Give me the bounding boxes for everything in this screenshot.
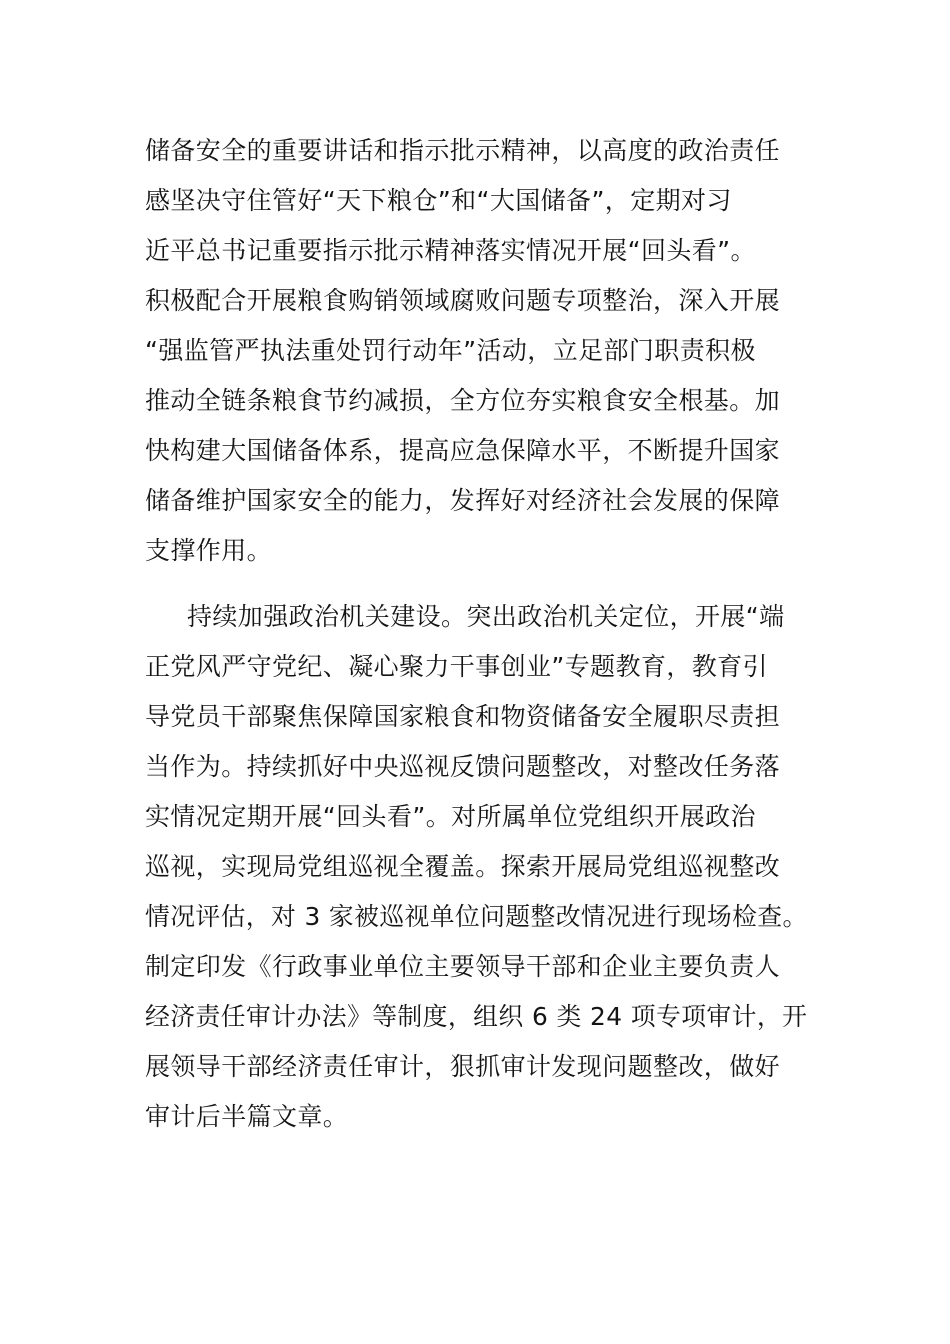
text-line: 正党风严守党纪、凝心聚力干事创业”专题教育，教育引 — [145, 652, 768, 681]
text-line: 导党员干部聚焦保障国家粮食和物资储备安全履职尽责担 — [145, 702, 781, 731]
text-line: 当作为。持续抓好中央巡视反馈问题整改，对整改任务落 — [145, 752, 781, 781]
text-line: 实情况定期开展“回头看”。对所属单位党组织开展政治 — [145, 802, 756, 831]
text-line: 情况评估，对 3 家被巡视单位问题整改情况进行现场检查。 — [145, 902, 808, 931]
text-line: 储备安全的重要讲话和指示批示精神，以高度的政治责任 — [145, 136, 781, 165]
text-line: 储备维护国家安全的能力，发挥好对经济社会发展的保障 — [145, 486, 781, 515]
text-line: 制定印发《行政事业单位主要领导干部和企业主要负责人 — [145, 952, 781, 981]
text-line: 积极配合开展粮食购销领域腐败问题专项整治，深入开展 — [145, 286, 781, 315]
text-line: 快构建大国储备体系，提高应急保障水平，不断提升国家 — [145, 436, 781, 465]
text-line: 持续加强政治机关建设。突出政治机关定位，开展“端 — [187, 602, 785, 631]
text-line: 审计后半篇文章。 — [145, 1102, 349, 1131]
text-line: 巡视，实现局党组巡视全覆盖。探索开展局党组巡视整改 — [145, 852, 781, 881]
text-line: 展领导干部经济责任审计，狠抓审计发现问题整改，做好 — [145, 1052, 781, 1081]
text-line: 近平总书记重要指示批示精神落实情况开展“回头看”。 — [145, 236, 756, 265]
text-line: 经济责任审计办法》等制度，组织 6 类 24 项专项审计，开 — [145, 1002, 808, 1031]
text-line: “强监管严执法重处罚行动年”活动，立足部门职责积极 — [145, 336, 756, 365]
text-line: 支撑作用。 — [145, 536, 273, 565]
text-line: 推动全链条粮食节约减损，全方位夯实粮食安全根基。加 — [145, 386, 781, 415]
text-line: 感坚决守住管好“天下粮仓”和“大国储备”，定期对习 — [145, 186, 732, 215]
